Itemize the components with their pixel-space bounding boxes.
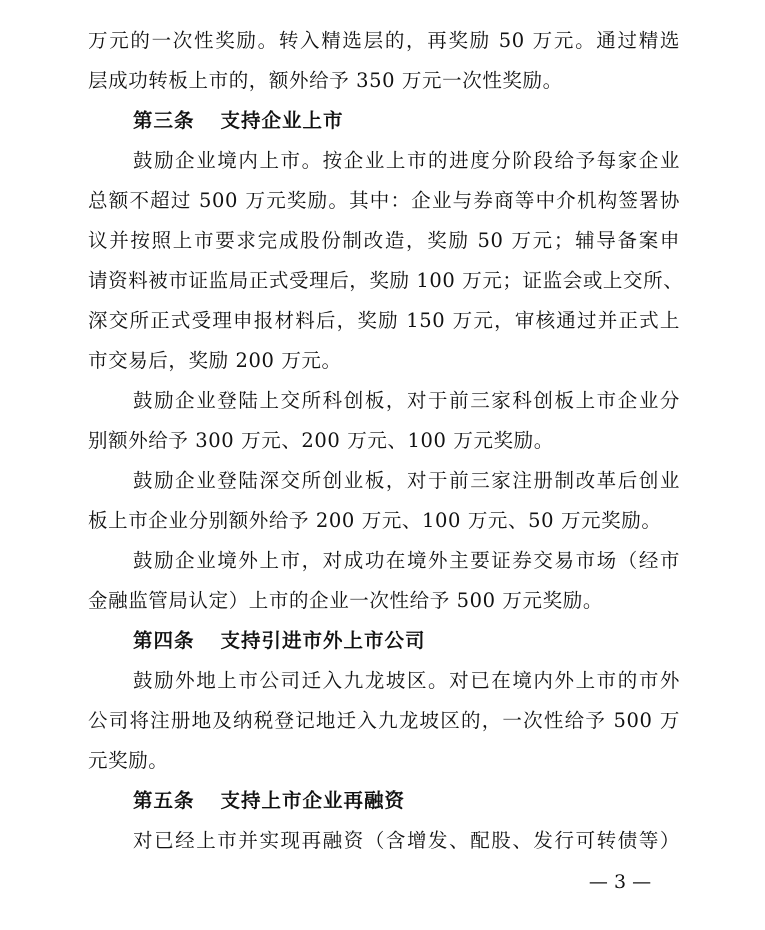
article-title: 支持企业上市 <box>220 109 344 132</box>
text-line: 元奖励。 <box>88 749 169 772</box>
article-number: 第四条 <box>133 629 195 652</box>
text-line: 板上市企业分别额外给予 200 万元、100 万元、50 万元奖励。 <box>88 509 662 532</box>
text-line: 别额外给予 300 万元、200 万元、100 万元奖励。 <box>88 429 554 452</box>
page-number: — 3 — <box>588 871 652 893</box>
article-number: 第五条 <box>133 789 195 812</box>
article-title: 支持引进市外上市公司 <box>220 629 426 652</box>
text-line: 鼓励外地上市公司迁入九龙坡区。对已在境内外上市的市外 <box>133 669 680 692</box>
article-heading-5 <box>133 781 680 821</box>
text-line: 市交易后，奖励 200 万元。 <box>88 349 342 372</box>
text-line: 层成功转板上市的，额外给予 350 万元一次性奖励。 <box>88 69 563 92</box>
text-line: 对已经上市并实现再融资（含增发、配股、发行可转债等） <box>133 829 680 852</box>
article-title: 支持上市企业再融资 <box>220 789 406 812</box>
text-line: 鼓励企业境外上市，对成功在境外主要证券交易市场（经市 <box>133 549 680 572</box>
text-line: 公司将注册地及纳税登记地迁入九龙坡区的，一次性给予 500 万 <box>88 709 680 732</box>
text-line: 议并按照上市要求完成股份制改造，奖励 50 万元；辅导备案申 <box>88 229 680 252</box>
text-line: 鼓励企业登陆上交所科创板，对于前三家科创板上市企业分 <box>133 389 680 412</box>
article-heading-3 <box>133 101 680 141</box>
article-number: 第三条 <box>133 109 195 132</box>
text-line: 总额不超过 500 万元奖励。其中：企业与券商等中介机构签署协 <box>88 189 680 212</box>
text-line: 深交所正式受理申报材料后，奖励 150 万元，审核通过并正式上 <box>88 309 680 332</box>
text-line: 请资料被市证监局正式受理后，奖励 100 万元；证监会或上交所、 <box>88 269 684 292</box>
text-line: 金融监管局认定）上市的企业一次性给予 500 万元奖励。 <box>88 589 603 612</box>
text-line: 鼓励企业登陆深交所创业板，对于前三家注册制改革后创业 <box>133 469 680 492</box>
text-line: 万元的一次性奖励。转入精选层的，再奖励 50 万元。通过精选 <box>88 29 680 52</box>
text-line: 鼓励企业境内上市。按企业上市的进度分阶段给予每家企业 <box>133 149 680 172</box>
article-heading-4 <box>133 621 680 661</box>
